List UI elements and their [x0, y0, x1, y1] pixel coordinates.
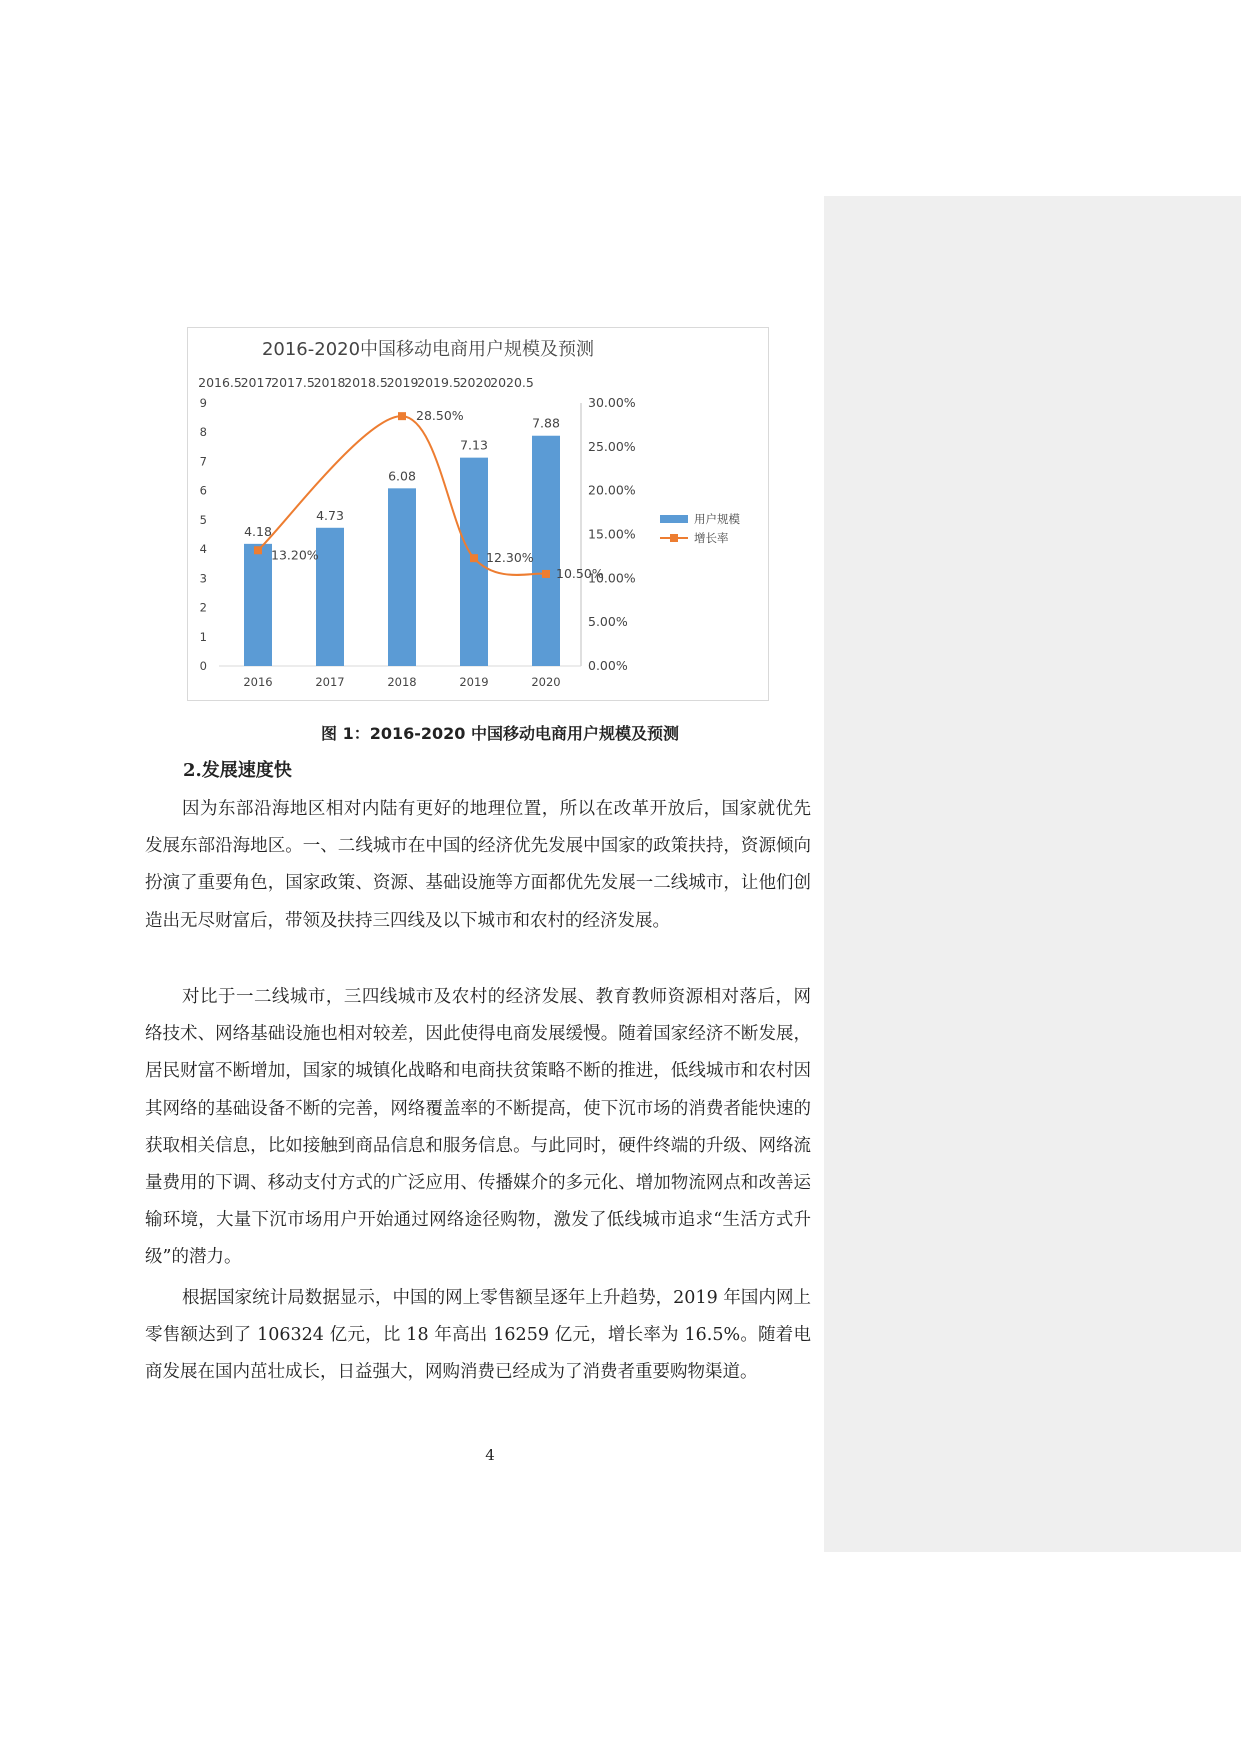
comment-margin-pane: [824, 196, 1241, 1552]
line-point: [398, 412, 406, 420]
legend-swatch-marker: [670, 534, 678, 542]
bar-value-label: 7.88: [532, 415, 560, 431]
y-axis-tick: 0: [199, 659, 207, 673]
bar-value-label: 4.73: [316, 507, 344, 523]
y2-axis-tick: 10.00%: [588, 570, 636, 586]
line-point: [542, 570, 550, 578]
legend-swatch-bars: [660, 515, 688, 523]
bar-value-label: 4.18: [244, 523, 272, 539]
top-axis-tick: 2020.5: [490, 375, 534, 390]
bar-value-label: 6.08: [388, 468, 416, 484]
y-axis-tick: 4: [199, 542, 207, 557]
chart-svg: [188, 328, 768, 700]
paragraph-3: 根据国家统计局数据显示，中国的网上零售额呈逐年上升趋势，2019 年国内网上零售额达到了 106324 亿元，比 18 年高出 16259 亿元，增长率为 16.5%。随着电商发展在国内茁壮成长，日益强大，网购消费已经成为了消费者重要购物渠道。: [145, 1288, 811, 1383]
figure-caption: 图 1：2016-2020 中国移动电商用户规模及预测: [321, 724, 679, 743]
y-axis-tick: 5: [199, 512, 207, 527]
top-axis-tick: 2019: [386, 375, 419, 390]
line-value-label: 13.20%: [271, 547, 319, 563]
y-axis-tick: 9: [199, 396, 207, 410]
page-number: 4: [485, 1446, 495, 1464]
paragraph-2: 对比于一二线城市，三四线城市及农村的经济发展、教育教师资源相对落后，网络技术、网络基础设施也相对较差，因此使得电商发展缓慢。随着国家经济不断发展，居民财富不断增加，国家的城镇化战略和电商扶贫策略不断的推进，低线城市和农村因其网络的基础设备不断的完善，网络覆盖率的不断提高，使下沉市场的消费者能快速的获取相关信息，比如接触到商品信息和服务信息。与此同时，硬件终端的升级、网络流量费用的下调、移动支付方式的广泛应用、传播媒介的多元化、增加物流网点和改善运输环境，大量下沉市场用户开始通过网络途径购物，激发了低线城市追求“生活方式升级”的潜力。: [145, 987, 811, 1268]
y-axis-tick: 8: [199, 425, 207, 440]
x-axis-tick: 2018: [387, 675, 417, 689]
bar-2017: [316, 528, 344, 666]
top-axis-tick: 2019.5: [417, 375, 461, 390]
line-value-label: 28.50%: [416, 408, 464, 424]
y2-axis-tick: 15.00%: [588, 526, 636, 542]
x-axis-tick: 2019: [459, 675, 489, 689]
top-axis-tick: 2020: [459, 375, 492, 390]
x-axis-tick: 2017: [315, 675, 345, 689]
line-point: [470, 554, 478, 562]
top-axis-tick: 2016.5: [198, 375, 242, 390]
y2-axis-tick: 25.00%: [588, 438, 636, 454]
y-axis-tick: 6: [199, 483, 207, 498]
bar-2020: [532, 436, 560, 666]
line-value-label: 12.30%: [486, 550, 534, 566]
bar-2016: [244, 544, 272, 666]
y2-axis-tick: 30.00%: [588, 395, 636, 410]
y-axis-tick: 7: [199, 454, 207, 469]
y2-axis-tick: 0.00%: [588, 658, 628, 673]
y2-axis-tick: 20.00%: [588, 482, 636, 498]
legend-label-bars: 用户规模: [694, 512, 740, 526]
line-value-label: 10.50%: [556, 565, 604, 581]
top-axis-tick: 2017.5: [271, 375, 315, 390]
x-axis-tick: 2020: [531, 675, 561, 689]
line-point: [254, 546, 262, 554]
top-axis-tick: 2017: [240, 375, 273, 390]
y-axis-tick: 2: [199, 600, 207, 615]
top-axis-tick: 2018.5: [344, 375, 388, 390]
bar-value-label: 7.13: [460, 437, 488, 453]
y-axis-tick: 1: [199, 629, 207, 644]
section-heading: 2.发展速度快: [183, 760, 292, 781]
y2-axis-tick: 5.00%: [588, 614, 628, 630]
bar-2018: [388, 488, 416, 666]
chart-title: 2016-2020中国移动电商用户规模及预测: [261, 339, 595, 360]
top-axis-tick: 2018: [313, 375, 346, 390]
y-axis-tick: 3: [199, 571, 207, 586]
legend-label-line: 增长率: [694, 531, 729, 545]
x-axis-tick: 2016: [243, 675, 273, 689]
paragraph-1: 因为东部沿海地区相对内陆有更好的地理位置，所以在改革开放后，国家就优先发展东部沿海地区。一、二线城市在中国的经济优先发展中国家的政策扶持，资源倾向扮演了重要角色，国家政策、资源、基础设施等方面都优先发展一二线城市，让他们创造出无尽财富后，带领及扶持三四线及以下城市和农村的经济发展。: [145, 799, 811, 931]
chart-container: [187, 327, 769, 701]
